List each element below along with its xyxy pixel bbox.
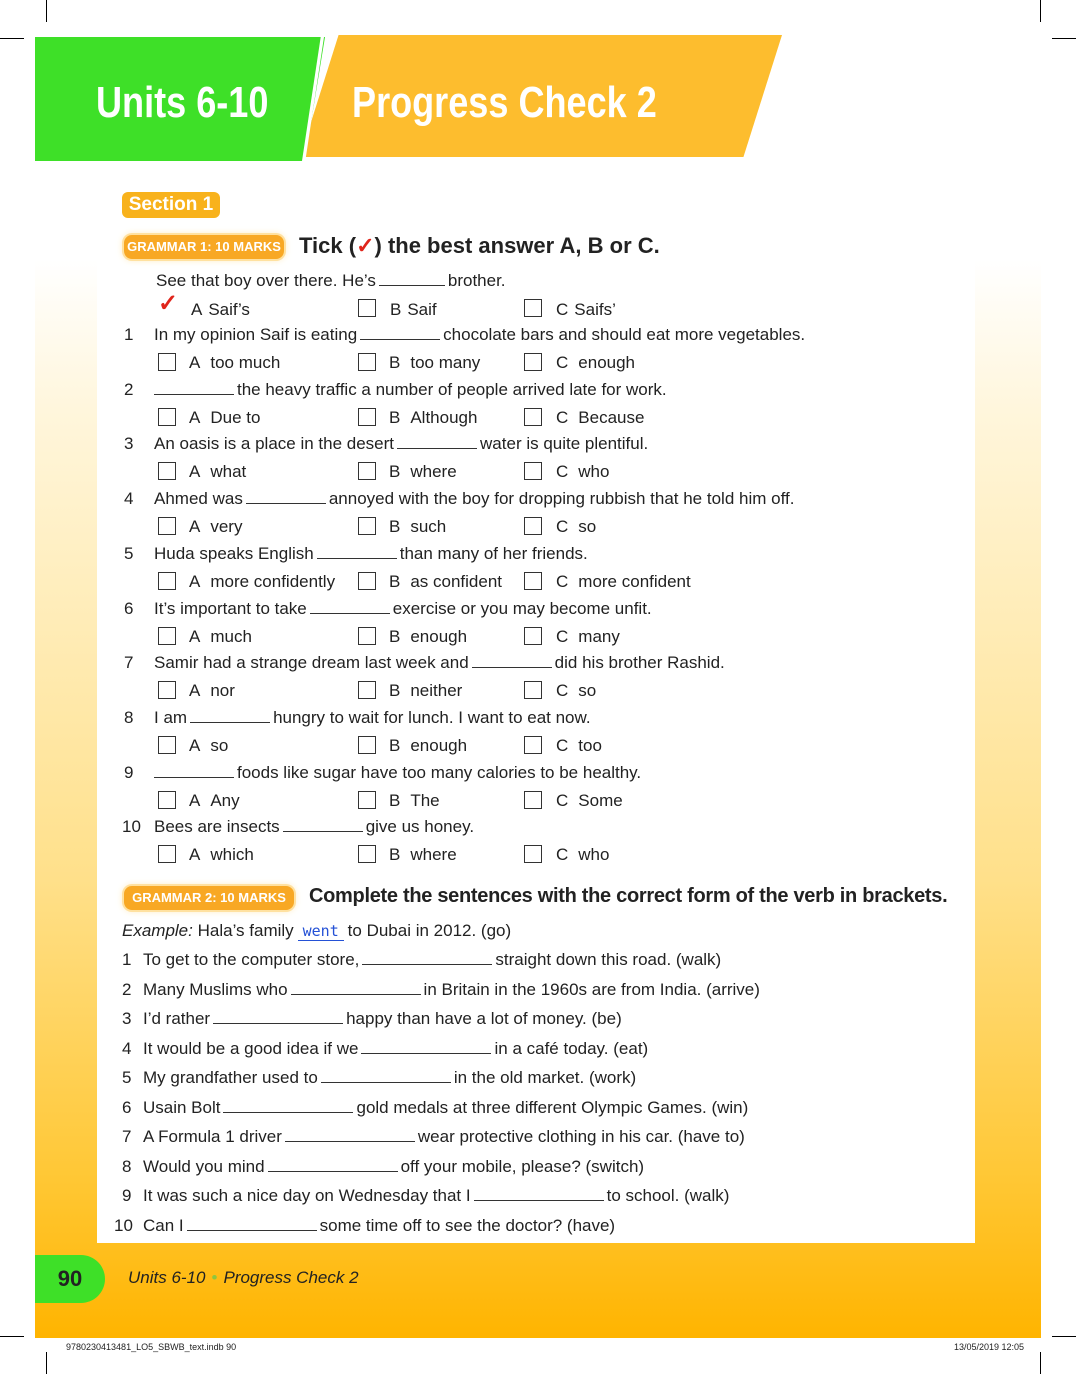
sentence-part: Ahmed was xyxy=(154,489,243,509)
option-text: Saif xyxy=(407,300,437,319)
banner-units-text: Units 6-10 xyxy=(96,78,269,127)
question-sentence xyxy=(154,599,652,619)
sentence-part: Huda speaks English xyxy=(154,543,314,563)
option-text: enough xyxy=(410,626,468,646)
sentence-part: some time off to see the doctor? (have) xyxy=(319,1215,616,1235)
option-text: more confident xyxy=(578,571,691,591)
answer-gap xyxy=(472,666,552,668)
sentence-part: straight down this road. (walk) xyxy=(495,950,722,969)
option-letter: C xyxy=(556,517,569,537)
page-number: 90 xyxy=(35,1255,105,1303)
question-number: 2 xyxy=(124,379,134,399)
sentence-part: in the old market. (work) xyxy=(453,1068,637,1087)
option-text: Saif’s xyxy=(208,300,250,319)
checkbox[interactable] xyxy=(524,517,542,535)
answer-gap xyxy=(317,557,397,559)
answer-option xyxy=(189,353,280,373)
option-text: who xyxy=(578,845,610,865)
checkbox[interactable] xyxy=(524,353,542,371)
checkbox[interactable] xyxy=(358,572,376,590)
sentence-part: the heavy traffic a number of people arrived late for work. xyxy=(237,379,667,399)
option-text: such xyxy=(410,517,447,537)
checkbox[interactable] xyxy=(158,791,176,809)
checkbox[interactable] xyxy=(358,408,376,426)
checkbox[interactable] xyxy=(358,353,376,371)
checkbox[interactable] xyxy=(358,517,376,535)
option-text: more confidently xyxy=(210,571,336,591)
instruction-text: ) the best answer A, B or C. xyxy=(374,233,660,258)
answer-option xyxy=(189,845,254,865)
option-letter: B xyxy=(389,462,401,482)
answer-option xyxy=(389,681,462,701)
banner-title-text: Progress Check 2 xyxy=(352,78,657,127)
option-text: too many xyxy=(410,353,481,372)
answer-gap xyxy=(223,1111,353,1113)
answer-gap xyxy=(291,993,421,995)
sentence-part: I’d rather xyxy=(143,1009,211,1028)
grammar2-badge: GRAMMAR 2: 10 MARKS xyxy=(124,886,294,910)
sentence-part: My grandfather used to xyxy=(143,1068,318,1087)
sentence-part: Would you mind xyxy=(143,1156,265,1176)
question-number: 5 xyxy=(124,543,134,563)
option-letter: B xyxy=(389,790,401,810)
sentence-part: It was such a nice day on Wednesday that I xyxy=(143,1186,471,1205)
option-letter: A xyxy=(189,790,201,810)
question-sentence xyxy=(154,489,794,509)
option-text: where xyxy=(410,462,457,482)
example-sentence xyxy=(156,271,506,291)
answer-gap xyxy=(285,1140,415,1142)
answer-option xyxy=(389,462,457,482)
example-answer: went xyxy=(298,922,344,941)
option-letter: A xyxy=(191,300,203,319)
answer-gap xyxy=(361,1052,491,1054)
crop-mark xyxy=(0,38,24,39)
question-sentence xyxy=(143,1039,648,1059)
option-letter: B xyxy=(389,626,401,646)
sentence-part: brother. xyxy=(447,271,506,290)
option-text: who xyxy=(578,462,610,482)
question-number: 7 xyxy=(124,653,134,673)
answer-option xyxy=(189,572,335,592)
option-letter: A xyxy=(189,517,201,537)
option-text: Due to xyxy=(210,407,261,427)
option-letter: C xyxy=(556,353,569,372)
question-sentence xyxy=(143,1216,615,1236)
answer-option xyxy=(389,572,502,592)
question-sentence xyxy=(154,544,588,564)
sentence-part: It’s important to take xyxy=(154,598,307,618)
sentence-part: than many of her friends. xyxy=(399,543,588,563)
checkbox[interactable] xyxy=(524,572,542,590)
question-number: 1 xyxy=(122,950,132,969)
checkbox[interactable] xyxy=(158,845,176,863)
answer-option xyxy=(189,627,252,647)
footer-title: Progress Check 2 xyxy=(223,1268,359,1287)
question-number: 10 xyxy=(114,1215,133,1235)
checkbox[interactable] xyxy=(158,572,176,590)
sentence-part: Samir had a strange dream last week and xyxy=(154,653,469,673)
checkbox[interactable] xyxy=(524,627,542,645)
option-letter: A xyxy=(189,626,201,646)
option-text: Because xyxy=(578,407,645,427)
crop-mark xyxy=(0,1336,24,1337)
option-text: neither xyxy=(410,681,463,701)
option-text: much xyxy=(210,626,252,646)
question-number: 3 xyxy=(122,1009,132,1028)
option-text: what xyxy=(210,462,247,482)
option-letter: A xyxy=(189,571,201,591)
sentence-part: foods like sugar have too many calories to be healthy. xyxy=(237,762,642,782)
question-number: 8 xyxy=(122,1156,132,1176)
answer-gap xyxy=(360,338,440,340)
answer-option xyxy=(556,681,596,701)
crop-mark xyxy=(46,0,47,22)
example-label: Example: xyxy=(122,921,193,940)
sentence-part: See that boy over there. He’s xyxy=(156,271,376,290)
print-slug-file: 9780230413481_LO5_SBWB_text.indb 90 xyxy=(66,1342,237,1352)
checkbox[interactable] xyxy=(524,299,542,317)
checkmark-icon: ✓ xyxy=(158,290,179,317)
tick-icon: ✓ xyxy=(356,233,375,258)
checkbox[interactable] xyxy=(524,791,542,809)
option-text: many xyxy=(578,626,620,646)
answer-gap xyxy=(474,1199,604,1201)
question-sentence xyxy=(143,1157,644,1177)
sentence-part: I am xyxy=(154,707,188,727)
sentence-part: Many Muslims who xyxy=(143,979,288,999)
checkbox[interactable] xyxy=(158,627,176,645)
sentence-part: chocolate bars and should eat more vegetables. xyxy=(443,325,806,344)
answer-option xyxy=(389,627,467,647)
option-text: which xyxy=(210,845,254,865)
checkbox[interactable] xyxy=(524,462,542,480)
answer-option xyxy=(389,845,457,865)
option-text: The xyxy=(410,790,440,810)
question-sentence xyxy=(154,325,805,345)
sentence-part: gold medals at three different Olympic Games. (win) xyxy=(356,1097,749,1117)
answer-option xyxy=(556,408,644,428)
example-option-c xyxy=(556,300,616,320)
option-letter: A xyxy=(189,353,201,372)
answer-option xyxy=(189,681,235,701)
sentence-part: To get to the computer store, xyxy=(143,950,360,969)
option-text: nor xyxy=(210,681,235,701)
checkbox[interactable] xyxy=(358,845,376,863)
sentence-part: wear protective clothing in his car. (have to) xyxy=(417,1127,745,1146)
question-sentence xyxy=(154,708,591,728)
option-letter: A xyxy=(189,735,201,755)
answer-gap xyxy=(379,284,445,286)
option-letter: B xyxy=(389,845,401,865)
footer-bullet: • xyxy=(211,1268,218,1287)
option-letter: C xyxy=(556,407,569,427)
answer-option xyxy=(189,517,242,537)
question-sentence xyxy=(154,653,725,673)
checkbox[interactable] xyxy=(524,408,542,426)
sentence-part: Hala’s family xyxy=(197,921,294,940)
option-letter: B xyxy=(390,300,402,319)
option-letter: C xyxy=(556,681,569,701)
question-number: 10 xyxy=(122,817,141,837)
section-badge: Section 1 xyxy=(122,192,220,218)
sentence-part: water is quite plentiful. xyxy=(480,434,649,454)
crop-mark xyxy=(1052,38,1076,39)
checkbox[interactable] xyxy=(158,517,176,535)
question-sentence xyxy=(154,380,667,400)
option-text: Some xyxy=(578,790,623,810)
question-number: 6 xyxy=(122,1097,132,1117)
question-sentence xyxy=(143,1068,636,1088)
answer-gap xyxy=(246,502,326,504)
question-sentence xyxy=(154,817,474,837)
option-text: too much xyxy=(210,353,281,372)
answer-option xyxy=(189,408,260,428)
answer-option xyxy=(189,791,240,811)
answer-gap xyxy=(268,1170,398,1172)
answer-gap xyxy=(362,963,492,965)
question-number: 9 xyxy=(124,762,134,782)
checkbox[interactable] xyxy=(158,353,176,371)
question-number: 7 xyxy=(122,1127,132,1146)
question-number: 5 xyxy=(122,1068,132,1087)
answer-option xyxy=(556,845,609,865)
answer-gap xyxy=(310,612,390,614)
sentence-part: hungry to wait for lunch. I want to eat now. xyxy=(273,707,591,727)
sentence-part: In my opinion Saif is eating xyxy=(154,325,358,344)
option-text: where xyxy=(410,845,457,865)
crop-mark xyxy=(1052,1336,1076,1337)
sentence-part: to Dubai in 2012. (go) xyxy=(347,921,512,940)
answer-gap xyxy=(321,1081,451,1083)
instruction-text: Tick ( xyxy=(299,233,357,258)
example-option-b xyxy=(390,300,437,320)
checkbox[interactable] xyxy=(158,681,176,699)
answer-option xyxy=(556,517,596,537)
option-letter: B xyxy=(389,353,401,372)
answer-gap xyxy=(154,776,234,778)
option-text: Any xyxy=(210,790,240,810)
option-letter: B xyxy=(389,407,401,427)
sentence-part: give us honey. xyxy=(365,817,475,837)
question-sentence xyxy=(143,1098,748,1118)
grammar1-instruction xyxy=(299,233,660,259)
option-letter: C xyxy=(556,735,569,755)
answer-gap xyxy=(187,1229,317,1231)
answer-gap xyxy=(213,1022,343,1024)
answer-option xyxy=(189,736,228,756)
checkbox[interactable] xyxy=(358,627,376,645)
option-letter: A xyxy=(189,462,201,482)
question-number: 4 xyxy=(124,489,134,509)
grammar1-badge: GRAMMAR 1: 10 MARKS xyxy=(124,235,284,259)
question-number: 9 xyxy=(122,1186,132,1205)
answer-option xyxy=(189,462,246,482)
checkbox[interactable] xyxy=(158,408,176,426)
option-letter: A xyxy=(189,681,201,701)
answer-option xyxy=(556,627,620,647)
option-text: so xyxy=(578,517,597,537)
answer-option xyxy=(556,572,691,592)
question-sentence xyxy=(143,1009,622,1029)
checkbox[interactable] xyxy=(158,462,176,480)
option-letter: B xyxy=(389,735,401,755)
option-letter: C xyxy=(556,845,569,865)
checkbox[interactable] xyxy=(358,791,376,809)
checkbox[interactable] xyxy=(158,736,176,754)
sentence-part: off your mobile, please? (switch) xyxy=(400,1156,645,1176)
answer-gap xyxy=(283,830,363,832)
checkbox[interactable] xyxy=(524,681,542,699)
sentence-part: annoyed with the boy for dropping rubbish that he told him off. xyxy=(328,489,795,509)
checkbox[interactable] xyxy=(358,681,376,699)
grammar2-instruction: Complete the sentences with the correct form of the verb in brackets. xyxy=(309,885,948,907)
answer-gap xyxy=(154,393,234,395)
checkbox[interactable] xyxy=(524,845,542,863)
option-text: Saifs’ xyxy=(574,300,616,319)
option-letter: C xyxy=(556,626,569,646)
question-sentence xyxy=(143,950,721,970)
answer-option xyxy=(389,736,467,756)
answer-option xyxy=(389,791,440,811)
answer-option xyxy=(389,353,480,373)
option-letter: A xyxy=(189,845,201,865)
option-letter: C xyxy=(556,462,569,482)
question-sentence xyxy=(143,980,760,1000)
question-number: 6 xyxy=(124,598,134,618)
checkbox[interactable] xyxy=(524,736,542,754)
sentence-part: did his brother Rashid. xyxy=(554,653,725,673)
question-number: 1 xyxy=(124,325,134,344)
option-text: too xyxy=(578,735,602,755)
question-sentence xyxy=(154,434,648,454)
option-text: enough xyxy=(410,735,468,755)
crop-mark xyxy=(46,1352,47,1374)
footer-caption xyxy=(128,1268,359,1288)
option-text: as confident xyxy=(410,571,503,591)
question-number: 3 xyxy=(124,434,134,454)
sentence-part: exercise or you may become unfit. xyxy=(392,598,652,618)
sentence-part: in Britain in the 1960s are from India. (arrive) xyxy=(423,979,760,999)
sentence-part: Can I xyxy=(143,1215,184,1235)
option-letter: B xyxy=(389,571,401,591)
option-letter: B xyxy=(389,517,401,537)
option-text: enough xyxy=(578,353,636,372)
crop-mark xyxy=(1040,0,1041,22)
question-sentence xyxy=(143,1186,729,1206)
question-number: 2 xyxy=(122,979,132,999)
option-letter: C xyxy=(556,790,569,810)
answer-option xyxy=(556,353,635,373)
sentence-part: An oasis is a place in the desert xyxy=(154,434,395,454)
sentence-part: in a café today. (eat) xyxy=(494,1038,649,1058)
sentence-part: Usain Bolt xyxy=(143,1097,221,1117)
footer-units: Units 6-10 xyxy=(128,1268,206,1287)
option-text: Although xyxy=(410,407,478,427)
crop-mark xyxy=(1040,1352,1041,1374)
question-sentence xyxy=(154,763,641,783)
sentence-part: Bees are insects xyxy=(154,817,280,837)
print-slug-datetime: 13/05/2019 12:05 xyxy=(954,1342,1025,1352)
option-letter: C xyxy=(556,571,569,591)
question-number: 4 xyxy=(122,1038,132,1058)
checkbox[interactable] xyxy=(358,736,376,754)
grammar2-example xyxy=(122,921,511,941)
option-text: so xyxy=(210,735,229,755)
answer-option xyxy=(556,791,623,811)
question-number: 8 xyxy=(124,707,134,727)
answer-gap xyxy=(397,447,477,449)
option-letter: A xyxy=(189,407,201,427)
sentence-part: It would be a good idea if we xyxy=(143,1038,359,1058)
option-letter: B xyxy=(389,681,401,701)
sentence-part: to school. (walk) xyxy=(606,1186,730,1205)
option-text: so xyxy=(578,681,597,701)
answer-option xyxy=(389,517,446,537)
answer-option xyxy=(556,736,602,756)
checkbox[interactable] xyxy=(358,462,376,480)
answer-gap xyxy=(190,721,270,723)
sentence-part: A Formula 1 driver xyxy=(143,1127,282,1146)
sentence-part: happy than have a lot of money. (be) xyxy=(346,1009,622,1028)
question-sentence xyxy=(143,1127,745,1147)
checkbox[interactable] xyxy=(358,299,376,317)
answer-option xyxy=(389,408,477,428)
option-letter: C xyxy=(556,300,569,319)
answer-option xyxy=(556,462,609,482)
option-text: very xyxy=(210,517,243,537)
example-option-a xyxy=(191,300,250,320)
